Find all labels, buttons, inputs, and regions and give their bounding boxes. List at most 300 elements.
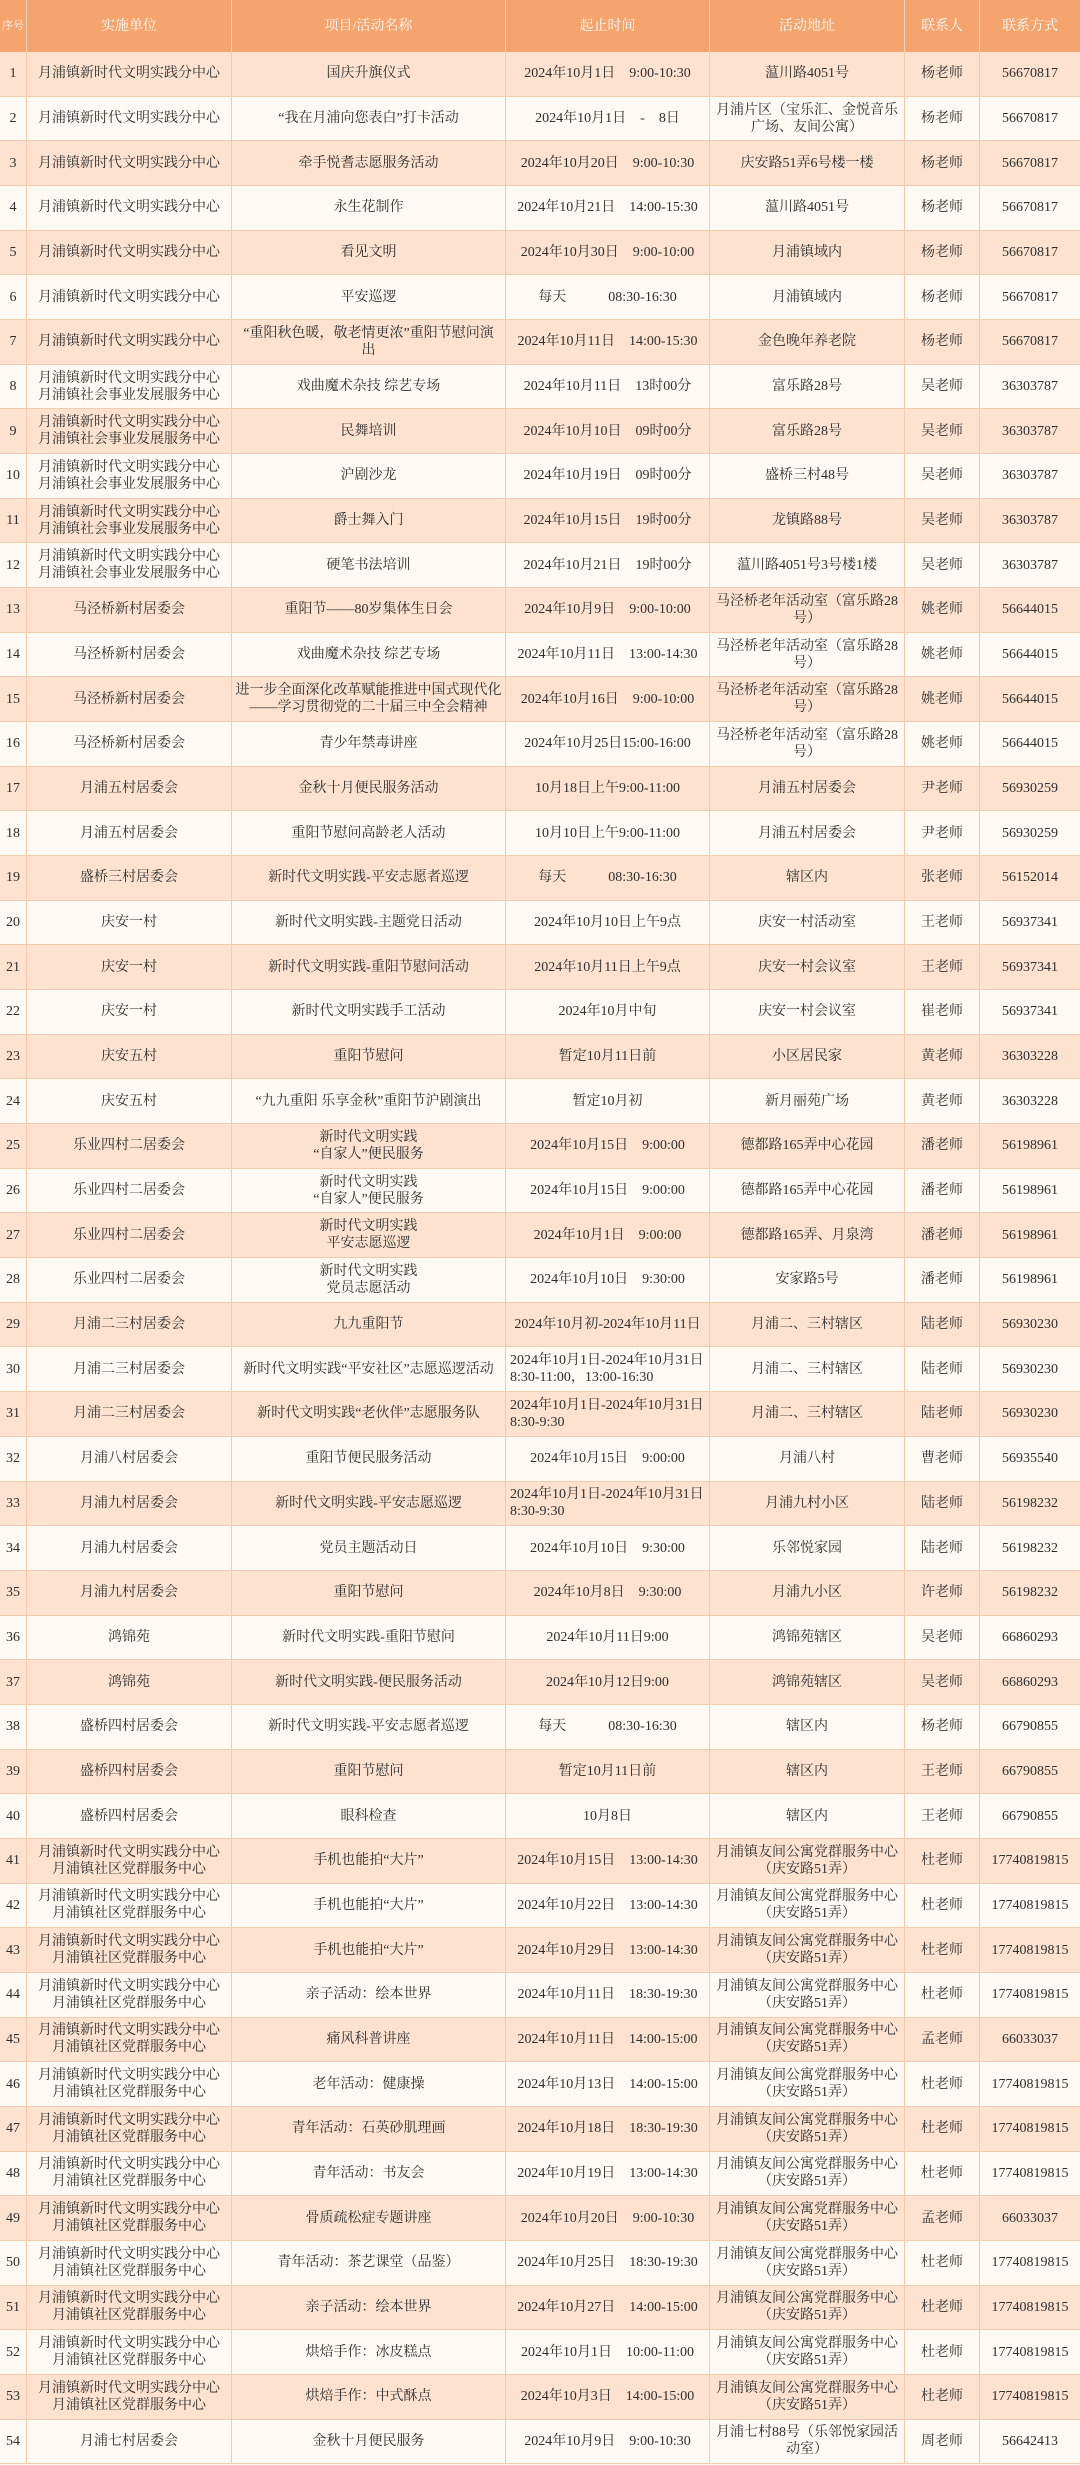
cell-address: 辖区内 (710, 1794, 905, 1839)
cell-phone: 56198232 (980, 1526, 1080, 1571)
cell-index: 37 (0, 1660, 27, 1705)
cell-index: 27 (0, 1213, 27, 1258)
cell-activity: “我在月浦向您表白”打卡活动 (232, 97, 506, 142)
cell-activity: 进一步全面深化改革赋能推进中国式现代化 ——学习贯彻党的二十届三中全会精神 (232, 677, 506, 722)
cell-address: 月浦八村 (710, 1437, 905, 1482)
table-row (0, 2330, 1080, 2375)
cell-index: 25 (0, 1124, 27, 1169)
cell-activity: 重阳节慰问 (232, 1750, 506, 1795)
cell-address: 月浦镇域内 (710, 275, 905, 320)
cell-phone: 66860293 (980, 1616, 1080, 1661)
cell-phone: 17740819815 (980, 1884, 1080, 1929)
cell-index: 45 (0, 2018, 27, 2063)
cell-activity: 手机也能拍“大片” (232, 1928, 506, 1973)
cell-address: 辖区内 (710, 1750, 905, 1795)
table-row (0, 543, 1080, 588)
cell-index: 4 (0, 186, 27, 231)
cell-phone: 56670817 (980, 97, 1080, 142)
cell-phone: 36303787 (980, 365, 1080, 410)
cell-activity: 眼科检查 (232, 1794, 506, 1839)
cell-unit: 月浦镇新时代文明实践分中心 月浦镇社区党群服务中心 (27, 2241, 232, 2286)
cell-unit: 月浦二三村居委会 (27, 1392, 232, 1437)
cell-address: 蕰川路4051号 (710, 186, 905, 231)
cell-unit: 月浦九村居委会 (27, 1571, 232, 1616)
cell-unit: 盛桥三村居委会 (27, 856, 232, 901)
cell-activity: 国庆升旗仪式 (232, 52, 506, 97)
table-header (0, 0, 1080, 52)
table-row (0, 2196, 1080, 2241)
cell-contact: 陆老师 (905, 1526, 980, 1571)
table-row (0, 97, 1080, 142)
cell-contact: 曹老师 (905, 1437, 980, 1482)
cell-time: 2024年10月1日 10:00-11:00 (506, 2330, 710, 2375)
cell-time: 10月8日 (506, 1794, 710, 1839)
cell-unit: 月浦镇新时代文明实践分中心 月浦镇社会事业发展服务中心 (27, 409, 232, 454)
cell-activity: 牵手悦耆志愿服务活动 (232, 141, 506, 186)
cell-contact: 杨老师 (905, 141, 980, 186)
table-row (0, 320, 1080, 365)
cell-activity: 新时代文明实践-重阳节慰问活动 (232, 945, 506, 990)
table-row (0, 901, 1080, 946)
cell-phone: 36303228 (980, 1035, 1080, 1080)
table-row (0, 231, 1080, 276)
cell-unit: 月浦镇新时代文明实践分中心 月浦镇社区党群服务中心 (27, 2152, 232, 2197)
cell-unit: 马泾桥新村居委会 (27, 677, 232, 722)
cell-contact: 陆老师 (905, 1303, 980, 1348)
cell-address: 盛桥三村48号 (710, 454, 905, 499)
cell-activity: 新时代文明实践 “自家人”便民服务 (232, 1124, 506, 1169)
header-unit: 实施单位 (27, 0, 232, 52)
cell-address: 辖区内 (710, 856, 905, 901)
cell-index: 52 (0, 2330, 27, 2375)
cell-phone: 56198961 (980, 1213, 1080, 1258)
cell-address: 月浦二、三村辖区 (710, 1392, 905, 1437)
cell-contact: 王老师 (905, 1794, 980, 1839)
cell-index: 28 (0, 1258, 27, 1303)
cell-unit: 月浦镇新时代文明实践分中心 月浦镇社会事业发展服务中心 (27, 365, 232, 410)
cell-index: 31 (0, 1392, 27, 1437)
cell-time: 2024年10月15日 9:00:00 (506, 1169, 710, 1214)
cell-contact: 杜老师 (905, 1973, 980, 2018)
cell-phone: 66033037 (980, 2196, 1080, 2241)
cell-index: 8 (0, 365, 27, 410)
cell-index: 33 (0, 1482, 27, 1527)
cell-index: 48 (0, 2152, 27, 2197)
cell-activity: “重阳秋色暖，敬老情更浓”重阳节慰问演 出 (232, 320, 506, 365)
cell-phone: 56670817 (980, 275, 1080, 320)
table-row (0, 275, 1080, 320)
cell-address: 鸿锦苑辖区 (710, 1616, 905, 1661)
cell-address: 月浦五村居委会 (710, 811, 905, 856)
cell-phone: 17740819815 (980, 2375, 1080, 2420)
cell-unit: 月浦镇新时代文明实践分中心 月浦镇社区党群服务中心 (27, 2286, 232, 2331)
cell-contact: 杨老师 (905, 320, 980, 365)
cell-activity: 新时代文明实践 平安志愿巡逻 (232, 1213, 506, 1258)
cell-unit: 月浦镇新时代文明实践分中心 (27, 231, 232, 276)
cell-time: 暂定10月11日前 (506, 1035, 710, 1080)
cell-unit: 马泾桥新村居委会 (27, 633, 232, 678)
cell-index: 54 (0, 2420, 27, 2465)
table-row (0, 365, 1080, 410)
table-row (0, 52, 1080, 97)
cell-unit: 鸿锦苑 (27, 1660, 232, 1705)
cell-phone: 56670817 (980, 52, 1080, 97)
cell-activity: 青年活动：书友会 (232, 2152, 506, 2197)
cell-activity: “九九重阳 乐享金秋”重阳节沪剧演出 (232, 1079, 506, 1124)
cell-contact: 潘老师 (905, 1213, 980, 1258)
cell-time: 2024年10月1日 9:00:00 (506, 1213, 710, 1258)
cell-time: 2024年10月1日-2024年10月31日 8:30-9:30 (506, 1392, 710, 1437)
cell-time: 2024年10月25日15:00-16:00 (506, 722, 710, 767)
cell-activity: 新时代文明实践 “自家人”便民服务 (232, 1169, 506, 1214)
cell-time: 2024年10月21日 19时00分 (506, 543, 710, 588)
cell-contact: 张老师 (905, 856, 980, 901)
cell-activity: 民舞培训 (232, 409, 506, 454)
cell-activity: 看见文明 (232, 231, 506, 276)
table-row (0, 633, 1080, 678)
cell-activity: 沪剧沙龙 (232, 454, 506, 499)
cell-contact: 杜老师 (905, 1884, 980, 1929)
cell-contact: 吴老师 (905, 409, 980, 454)
cell-contact: 杨老师 (905, 1705, 980, 1750)
header-activity: 项目/活动名称 (232, 0, 506, 52)
cell-time: 2024年10月18日 18:30-19:30 (506, 2107, 710, 2152)
cell-phone: 17740819815 (980, 2062, 1080, 2107)
cell-index: 26 (0, 1169, 27, 1214)
cell-address: 金色晚年养老院 (710, 320, 905, 365)
cell-index: 49 (0, 2196, 27, 2241)
cell-phone: 36303787 (980, 543, 1080, 588)
cell-activity: 新时代文明实践-便民服务活动 (232, 1660, 506, 1705)
cell-unit: 盛桥四村居委会 (27, 1750, 232, 1795)
cell-time: 2024年10月15日 9:00:00 (506, 1124, 710, 1169)
cell-phone: 56198232 (980, 1571, 1080, 1616)
cell-phone: 56670817 (980, 141, 1080, 186)
table-row (0, 2107, 1080, 2152)
cell-index: 30 (0, 1347, 27, 1392)
cell-address: 庆安路51弄6号楼一楼 (710, 141, 905, 186)
table-row (0, 990, 1080, 1035)
cell-phone: 36303787 (980, 499, 1080, 544)
cell-address: 马泾桥老年活动室（富乐路28 号） (710, 722, 905, 767)
cell-activity: 骨质疏松症专题讲座 (232, 2196, 506, 2241)
cell-index: 35 (0, 1571, 27, 1616)
cell-contact: 吴老师 (905, 365, 980, 410)
cell-activity: 烘焙手作：冰皮糕点 (232, 2330, 506, 2375)
cell-index: 44 (0, 1973, 27, 2018)
cell-phone: 66790855 (980, 1750, 1080, 1795)
table-row (0, 1616, 1080, 1661)
cell-unit: 月浦五村居委会 (27, 811, 232, 856)
cell-phone: 66860293 (980, 1660, 1080, 1705)
cell-phone: 17740819815 (980, 1928, 1080, 1973)
cell-unit: 月浦八村居委会 (27, 1437, 232, 1482)
cell-time: 2024年10月9日 9:00-10:30 (506, 2420, 710, 2465)
cell-index: 42 (0, 1884, 27, 1929)
cell-phone: 56642413 (980, 2420, 1080, 2465)
cell-phone: 17740819815 (980, 2107, 1080, 2152)
cell-phone: 56644015 (980, 722, 1080, 767)
table-row (0, 2062, 1080, 2107)
cell-activity: 重阳节慰问高龄老人活动 (232, 811, 506, 856)
cell-address: 月浦镇友间公寓党群服务中心 （庆安路51弄） (710, 2018, 905, 2063)
cell-unit: 庆安一村 (27, 901, 232, 946)
header-phone: 联系方式 (1002, 18, 1058, 34)
cell-contact: 王老师 (905, 945, 980, 990)
cell-time: 2024年10月29日 13:00-14:30 (506, 1928, 710, 1973)
cell-unit: 盛桥四村居委会 (27, 1794, 232, 1839)
cell-time: 2024年10月11日 14:00-15:00 (506, 2018, 710, 2063)
cell-contact: 陆老师 (905, 1482, 980, 1527)
cell-contact: 周老师 (905, 2420, 980, 2465)
cell-index: 41 (0, 1839, 27, 1884)
cell-unit: 月浦镇新时代文明实践分中心 (27, 186, 232, 231)
cell-time: 2024年10月3日 14:00-15:00 (506, 2375, 710, 2420)
cell-index: 9 (0, 409, 27, 454)
table-row (0, 454, 1080, 499)
cell-index: 46 (0, 2062, 27, 2107)
cell-unit: 乐业四村二居委会 (27, 1169, 232, 1214)
table-row (0, 1571, 1080, 1616)
cell-address: 辖区内 (710, 1705, 905, 1750)
cell-activity: 重阳节——80岁集体生日会 (232, 588, 506, 633)
table-row (0, 1884, 1080, 1929)
header-time: 起止时间 (506, 0, 710, 52)
cell-contact: 姚老师 (905, 588, 980, 633)
table-row (0, 2018, 1080, 2063)
cell-activity: 重阳节慰问 (232, 1571, 506, 1616)
cell-unit: 月浦镇新时代文明实践分中心 月浦镇社区党群服务中心 (27, 1973, 232, 2018)
cell-index: 29 (0, 1303, 27, 1348)
cell-unit: 月浦镇新时代文明实践分中心 月浦镇社区党群服务中心 (27, 2107, 232, 2152)
cell-contact: 杜老师 (905, 1928, 980, 1973)
cell-contact: 王老师 (905, 1750, 980, 1795)
cell-activity: 痛风科普讲座 (232, 2018, 506, 2063)
cell-address: 月浦镇友间公寓党群服务中心 （庆安路51弄） (710, 2286, 905, 2331)
cell-time: 2024年10月16日 9:00-10:00 (506, 677, 710, 722)
cell-index: 36 (0, 1616, 27, 1661)
cell-unit: 庆安五村 (27, 1079, 232, 1124)
table-row (0, 1347, 1080, 1392)
cell-activity: 新时代文明实践-平安志愿者巡逻 (232, 856, 506, 901)
cell-phone: 56644015 (980, 588, 1080, 633)
table-row (0, 1928, 1080, 1973)
cell-time: 2024年10月初-2024年10月11日 (506, 1303, 710, 1348)
cell-activity: 重阳节慰问 (232, 1035, 506, 1080)
cell-unit: 庆安一村 (27, 990, 232, 1035)
cell-time: 2024年10月1日 - 8日 (506, 97, 710, 142)
cell-activity: 青年活动：石英砂肌理画 (232, 2107, 506, 2152)
cell-unit: 月浦镇新时代文明实践分中心 月浦镇社区党群服务中心 (27, 2018, 232, 2063)
cell-index: 13 (0, 588, 27, 633)
cell-activity: 新时代文明实践“老伙伴”志愿服务队 (232, 1392, 506, 1437)
table-row (0, 767, 1080, 812)
cell-activity: 手机也能拍“大片” (232, 1839, 506, 1884)
cell-unit: 月浦镇新时代文明实践分中心 月浦镇社区党群服务中心 (27, 2375, 232, 2420)
cell-unit: 月浦镇新时代文明实践分中心 (27, 141, 232, 186)
cell-contact: 尹老师 (905, 767, 980, 812)
cell-index: 53 (0, 2375, 27, 2420)
cell-phone: 56152014 (980, 856, 1080, 901)
cell-contact: 潘老师 (905, 1258, 980, 1303)
cell-contact: 杨老师 (905, 186, 980, 231)
cell-activity: 九九重阳节 (232, 1303, 506, 1348)
cell-unit: 月浦镇新时代文明实践分中心 (27, 320, 232, 365)
cell-unit: 马泾桥新村居委会 (27, 722, 232, 767)
cell-address: 富乐路28号 (710, 409, 905, 454)
cell-unit: 月浦镇新时代文明实践分中心 月浦镇社区党群服务中心 (27, 2196, 232, 2241)
table-row (0, 722, 1080, 767)
cell-time: 暂定10月初 (506, 1079, 710, 1124)
cell-activity: 烘焙手作：中式酥点 (232, 2375, 506, 2420)
cell-index: 14 (0, 633, 27, 678)
cell-contact: 孟老师 (905, 2018, 980, 2063)
cell-unit: 庆安一村 (27, 945, 232, 990)
cell-unit: 月浦五村居委会 (27, 767, 232, 812)
table-row (0, 141, 1080, 186)
cell-index: 11 (0, 499, 27, 544)
cell-contact: 崔老师 (905, 990, 980, 1035)
cell-time: 10月10日上午9:00-11:00 (506, 811, 710, 856)
cell-time: 2024年10月10日 09时00分 (506, 409, 710, 454)
cell-address: 新月丽苑广场 (710, 1079, 905, 1124)
cell-activity: 金秋十月便民服务活动 (232, 767, 506, 812)
cell-activity: 重阳节便民服务活动 (232, 1437, 506, 1482)
cell-address: 月浦镇友间公寓党群服务中心 （庆安路51弄） (710, 2330, 905, 2375)
cell-activity: 新时代文明实践-主题党日活动 (232, 901, 506, 946)
cell-time: 2024年10月1日-2024年10月31日 8:30-9:30 (506, 1482, 710, 1527)
cell-index: 22 (0, 990, 27, 1035)
table-row (0, 1660, 1080, 1705)
cell-contact: 吴老师 (905, 454, 980, 499)
cell-index: 34 (0, 1526, 27, 1571)
cell-time: 2024年10月11日 13时00分 (506, 365, 710, 410)
cell-unit: 乐业四村二居委会 (27, 1213, 232, 1258)
cell-phone: 66790855 (980, 1794, 1080, 1839)
cell-contact: 姚老师 (905, 677, 980, 722)
cell-unit: 月浦镇新时代文明实践分中心 月浦镇社区党群服务中心 (27, 1839, 232, 1884)
cell-time: 2024年10月15日 13:00-14:30 (506, 1839, 710, 1884)
cell-address: 鸿锦苑辖区 (710, 1660, 905, 1705)
cell-address: 月浦镇友间公寓党群服务中心 （庆安路51弄） (710, 1973, 905, 2018)
cell-time: 2024年10月19日 13:00-14:30 (506, 2152, 710, 2197)
cell-index: 12 (0, 543, 27, 588)
cell-unit: 月浦镇新时代文明实践分中心 月浦镇社区党群服务中心 (27, 2062, 232, 2107)
table-row (0, 677, 1080, 722)
cell-address: 月浦片区（宝乐汇、金悦音乐 广场、友间公寓） (710, 97, 905, 142)
cell-time: 2024年10月8日 9:30:00 (506, 1571, 710, 1616)
table-row (0, 2152, 1080, 2197)
cell-index: 50 (0, 2241, 27, 2286)
cell-unit: 月浦镇新时代文明实践分中心 (27, 97, 232, 142)
cell-activity: 戏曲魔术杂技 综艺专场 (232, 633, 506, 678)
cell-time: 2024年10月中旬 (506, 990, 710, 1035)
cell-contact: 杨老师 (905, 231, 980, 276)
cell-unit: 庆安五村 (27, 1035, 232, 1080)
cell-contact: 黄老师 (905, 1035, 980, 1080)
cell-phone: 56670817 (980, 231, 1080, 276)
cell-time: 2024年10月30日 9:00-10:00 (506, 231, 710, 276)
cell-activity: 新时代文明实践“平安社区”志愿巡逻活动 (232, 1347, 506, 1392)
table-row (0, 2241, 1080, 2286)
cell-phone: 56198232 (980, 1482, 1080, 1527)
cell-address: 月浦九小区 (710, 1571, 905, 1616)
table-row (0, 1035, 1080, 1080)
table-row (0, 1258, 1080, 1303)
cell-index: 5 (0, 231, 27, 276)
cell-index: 47 (0, 2107, 27, 2152)
table-row (0, 1482, 1080, 1527)
table-row (0, 945, 1080, 990)
cell-address: 龙镇路88号 (710, 499, 905, 544)
cell-activity: 爵士舞入门 (232, 499, 506, 544)
cell-address: 庆安一村会议室 (710, 945, 905, 990)
cell-time: 2024年10月12日9:00 (506, 1660, 710, 1705)
cell-unit: 鸿锦苑 (27, 1616, 232, 1661)
cell-activity: 新时代文明实践-平安志愿者巡逻 (232, 1705, 506, 1750)
cell-address: 月浦镇友间公寓党群服务中心 （庆安路51弄） (710, 2241, 905, 2286)
cell-address: 月浦镇友间公寓党群服务中心 （庆安路51弄） (710, 1884, 905, 1929)
table-row (0, 1392, 1080, 1437)
cell-address: 富乐路28号 (710, 365, 905, 410)
cell-address: 月浦七村88号（乐邻悦家园活 动室） (710, 2420, 905, 2465)
table-row (0, 588, 1080, 633)
cell-unit: 月浦二三村居委会 (27, 1303, 232, 1348)
cell-unit: 月浦镇新时代文明实践分中心 月浦镇社会事业发展服务中心 (27, 454, 232, 499)
cell-activity: 硬笔书法培训 (232, 543, 506, 588)
cell-index: 19 (0, 856, 27, 901)
cell-phone: 56198961 (980, 1258, 1080, 1303)
cell-contact: 杨老师 (905, 275, 980, 320)
cell-contact: 潘老师 (905, 1169, 980, 1214)
cell-contact: 陆老师 (905, 1392, 980, 1437)
cell-unit: 月浦九村居委会 (27, 1526, 232, 1571)
cell-address: 蕰川路4051号3号楼1楼 (710, 543, 905, 588)
cell-phone: 56670817 (980, 186, 1080, 231)
cell-time: 每天 08:30-16:30 (506, 856, 710, 901)
cell-activity: 新时代文明实践 党员志愿活动 (232, 1258, 506, 1303)
cell-index: 3 (0, 141, 27, 186)
cell-contact: 杜老师 (905, 2375, 980, 2420)
cell-contact: 杜老师 (905, 2062, 980, 2107)
cell-contact: 杨老师 (905, 52, 980, 97)
cell-address: 小区居民家 (710, 1035, 905, 1080)
cell-unit: 月浦七村居委会 (27, 2420, 232, 2465)
cell-phone: 17740819815 (980, 2330, 1080, 2375)
table-row (0, 856, 1080, 901)
cell-unit: 月浦九村居委会 (27, 1482, 232, 1527)
cell-activity: 亲子活动：绘本世界 (232, 1973, 506, 2018)
cell-contact: 王老师 (905, 901, 980, 946)
cell-activity: 新时代文明实践-重阳节慰问 (232, 1616, 506, 1661)
cell-unit: 月浦镇新时代文明实践分中心 月浦镇社区党群服务中心 (27, 2330, 232, 2375)
cell-phone: 36303787 (980, 409, 1080, 454)
cell-time: 2024年10月20日 9:00-10:30 (506, 141, 710, 186)
cell-address: 月浦镇友间公寓党群服务中心 （庆安路51弄） (710, 2062, 905, 2107)
cell-index: 20 (0, 901, 27, 946)
cell-activity: 戏曲魔术杂技 综艺专场 (232, 365, 506, 410)
cell-activity: 金秋十月便民服务 (232, 2420, 506, 2465)
cell-phone: 56930259 (980, 811, 1080, 856)
cell-address: 月浦镇友间公寓党群服务中心 （庆安路51弄） (710, 2152, 905, 2197)
cell-address: 月浦二、三村辖区 (710, 1303, 905, 1348)
cell-activity: 青年活动：茶艺课堂（品鉴） (232, 2241, 506, 2286)
cell-time: 2024年10月11日9:00 (506, 1616, 710, 1661)
cell-time: 2024年10月20日 9:00-10:30 (506, 2196, 710, 2241)
cell-contact: 杜老师 (905, 2152, 980, 2197)
cell-time: 2024年10月25日 18:30-19:30 (506, 2241, 710, 2286)
cell-index: 21 (0, 945, 27, 990)
